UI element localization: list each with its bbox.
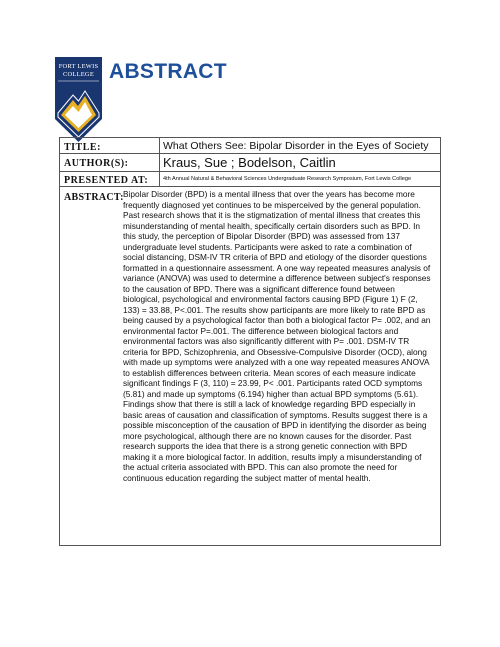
abstract-form	[59, 137, 441, 546]
authors-label: AUTHOR(S):	[60, 154, 160, 171]
page-title: ABSTRACT	[109, 60, 227, 83]
title-label: TITLE:	[60, 138, 160, 153]
authors-value: Kraus, Sue ; Bodelson, Caitlin	[163, 155, 336, 170]
title-row	[60, 138, 440, 154]
presented-value: 4th Annual Natural & Behavioral Sciences Undergraduate Research Symposium, Fort Lewis College	[163, 176, 412, 182]
title-value: What Others See: Bipolar Disorder in the Eyes of Society	[163, 140, 429, 152]
presented-row	[60, 172, 440, 187]
logo-text-line1: FORT LEWIS	[58, 63, 99, 70]
authors-row	[60, 154, 440, 172]
abstract-label: ABSTRACT:	[64, 192, 124, 203]
abstract-text: Bipolar Disorder (BPD) is a mental illness that over the years has become more frequently diagnosed yet continues to be misperceived by the general population. Past research shows that it is the stigmatization of mental illness that creates this misunderstanding of mental health, specifically certain disorders such as BPD. In this study, the perception of Bipolar Disorder (BPD) was assessed from 137 undergraduate level students. Participants were asked to rate a combination of social distancing, DSM-IV TR criteria of BPD and etiology of the disorder questions formatted in a questionnaire assessment. A one way repeated measures analysis of variance (ANOVA) was used to determine a difference between subject's responses to the causation of BPD. There was a significant difference found between biological, psychological and environmental factors causing BPD (Figure 1) F (2, 133) = 33.88, P<.001. The results show participants are more likely to rate BPD as being caused by a psychological factor than both a biological factor P= .002, and an environmental factor P=.001. The difference between biological factors and environmental factors was also significantly different with P= .001. DSM-IV TR criteria for BPD, Schizophrenia, and Obsessive-Compulsive Disorder (OCD), along with made up symptoms were analyzed with a one way repeated measures ANOVA to establish differences between criteria. Mean scores of each measure indicate significant findings F (3, 110) = 23.99, P< .001. Participants rated OCD symptoms (5.81) and made up symptoms (6.194) higher than actual BPD symptoms (5.61). Findings show that there is still a lack of knowledge regarding BPD especially in basic areas of causation and classification of symptoms. Results suggest there is a possible misconception of the causation of BPD in identifying the disorder as being more psychological, although there are no known causes for the disorder. Past research supports the idea that there is a strong genetic connection with BPD making it a more biological factor. In addition, results imply a misunderstanding of the actual criteria associated with BPD. This can also promote the need for continuous education regarding the subject matter of mental health.	[123, 189, 431, 483]
presented-label: PRESENTED AT:	[60, 172, 160, 186]
logo-text-line2: COLLEGE	[62, 71, 94, 78]
college-logo	[55, 57, 102, 142]
